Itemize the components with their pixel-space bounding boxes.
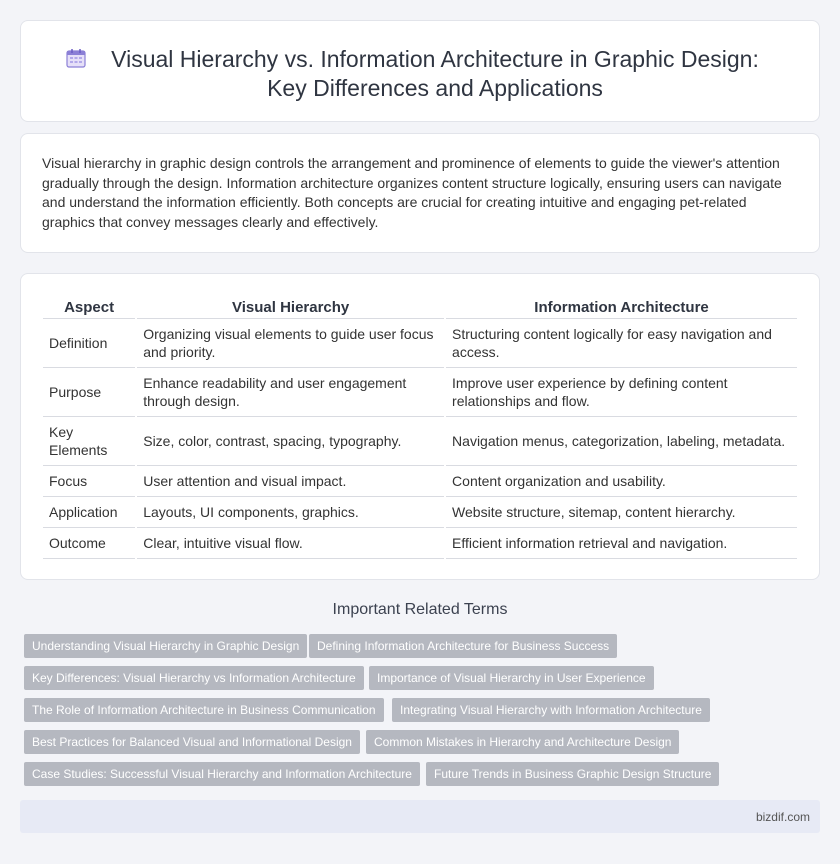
row-aspect: Outcome xyxy=(43,528,135,559)
row-aspect: Purpose xyxy=(43,368,135,417)
table-row xyxy=(43,466,797,497)
footer-site-link[interactable]: bizdif.com xyxy=(755,810,810,824)
row-visual-hierarchy: Layouts, UI components, graphics. xyxy=(137,497,444,528)
related-term-tag[interactable]: Best Practices for Balanced Visual and Informational Design xyxy=(24,730,360,754)
related-term-tag[interactable]: Defining Information Architecture for Business Success xyxy=(309,634,617,658)
row-information-architecture: Efficient information retrieval and navigation. xyxy=(446,528,797,559)
row-information-architecture: Improve user experience by defining content relationships and flow. xyxy=(446,368,797,417)
header-aspect: Aspect xyxy=(43,294,135,319)
row-aspect: Definition xyxy=(43,319,135,368)
related-term-tag[interactable]: Integrating Visual Hierarchy with Information Architecture xyxy=(392,698,710,722)
row-aspect: Application xyxy=(43,497,135,528)
intro-card xyxy=(20,133,820,253)
row-information-architecture: Content organization and usability. xyxy=(446,466,797,497)
related-terms-title: Important Related Terms xyxy=(332,601,508,618)
title-line-2: Key Differences and Applications xyxy=(267,75,603,101)
row-aspect: Focus xyxy=(43,466,135,497)
title-line-1: Visual Hierarchy vs. Information Architecture in Graphic Design: xyxy=(111,46,759,72)
intro-paragraph: Visual hierarchy in graphic design controls the arrangement and prominence of elements to guide the viewer's attention gradually through the design. Information architecture organizes content structure logically, ensuring users can navigate and understand the information efficiently. Both concepts are crucial for creating intuitive and engaging pet-related graphics that convey messages clearly and effectively. xyxy=(42,155,782,230)
table-row xyxy=(43,368,797,417)
title-card xyxy=(20,20,820,122)
footer xyxy=(20,800,820,833)
comparison-table xyxy=(41,294,799,559)
table-row xyxy=(43,319,797,368)
row-visual-hierarchy: Organizing visual elements to guide user focus and priority. xyxy=(137,319,444,368)
related-term-tag[interactable]: Future Trends in Business Graphic Design Structure xyxy=(426,762,719,786)
row-information-architecture: Website structure, sitemap, content hierarchy. xyxy=(446,497,797,528)
row-visual-hierarchy: User attention and visual impact. xyxy=(137,466,444,497)
page-title xyxy=(81,45,759,103)
comparison-card xyxy=(20,273,820,580)
row-visual-hierarchy: Clear, intuitive visual flow. xyxy=(137,528,444,559)
related-term-tag[interactable]: Key Differences: Visual Hierarchy vs Information Architecture xyxy=(24,666,364,690)
related-term-tag[interactable]: Case Studies: Successful Visual Hierarchy and Information Architecture xyxy=(24,762,420,786)
header-information-architecture: Information Architecture xyxy=(446,294,797,319)
related-term-tag[interactable]: Understanding Visual Hierarchy in Graphic Design xyxy=(24,634,307,658)
related-term-tag[interactable]: Importance of Visual Hierarchy in User Experience xyxy=(369,666,654,690)
table-row xyxy=(43,417,797,466)
table-header-row xyxy=(43,294,797,319)
header-visual-hierarchy: Visual Hierarchy xyxy=(137,294,444,319)
row-information-architecture: Navigation menus, categorization, labeling, metadata. xyxy=(446,417,797,466)
related-term-tag[interactable]: Common Mistakes in Hierarchy and Architecture Design xyxy=(366,730,679,754)
table-row xyxy=(43,497,797,528)
row-visual-hierarchy: Enhance readability and user engagement through design. xyxy=(137,368,444,417)
row-aspect: Key Elements xyxy=(43,417,135,466)
related-term-tag[interactable]: The Role of Information Architecture in Business Communication xyxy=(24,698,384,722)
row-information-architecture: Structuring content logically for easy navigation and access. xyxy=(446,319,797,368)
table-row xyxy=(43,528,797,559)
row-visual-hierarchy: Size, color, contrast, spacing, typography. xyxy=(137,417,444,466)
